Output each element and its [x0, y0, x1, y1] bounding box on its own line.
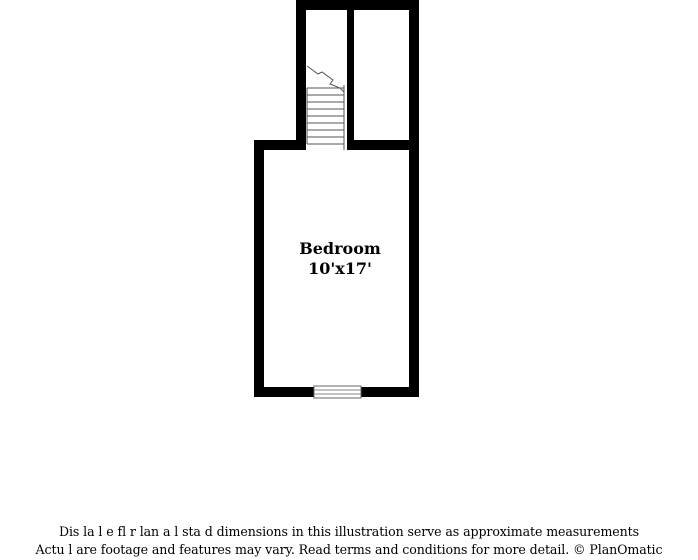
stair-hall-walls: [301, 5, 414, 145]
room-name-label: Bedroom: [299, 239, 381, 258]
stairs: [307, 66, 344, 150]
partition-wall: [347, 8, 354, 150]
room-dimensions-label: 10'x17': [308, 259, 372, 278]
disclaimer-line-1: Dis la l e fl r lan a l sta d dimensions in this illustration serve as approximate measurements: [58, 524, 639, 539]
stair-opening: [306, 140, 347, 150]
disclaimer-line-2: Actu l are footage and features may vary. Read terms and conditions for more detail. © PlanOmatic: [35, 542, 663, 557]
window: [314, 386, 361, 398]
